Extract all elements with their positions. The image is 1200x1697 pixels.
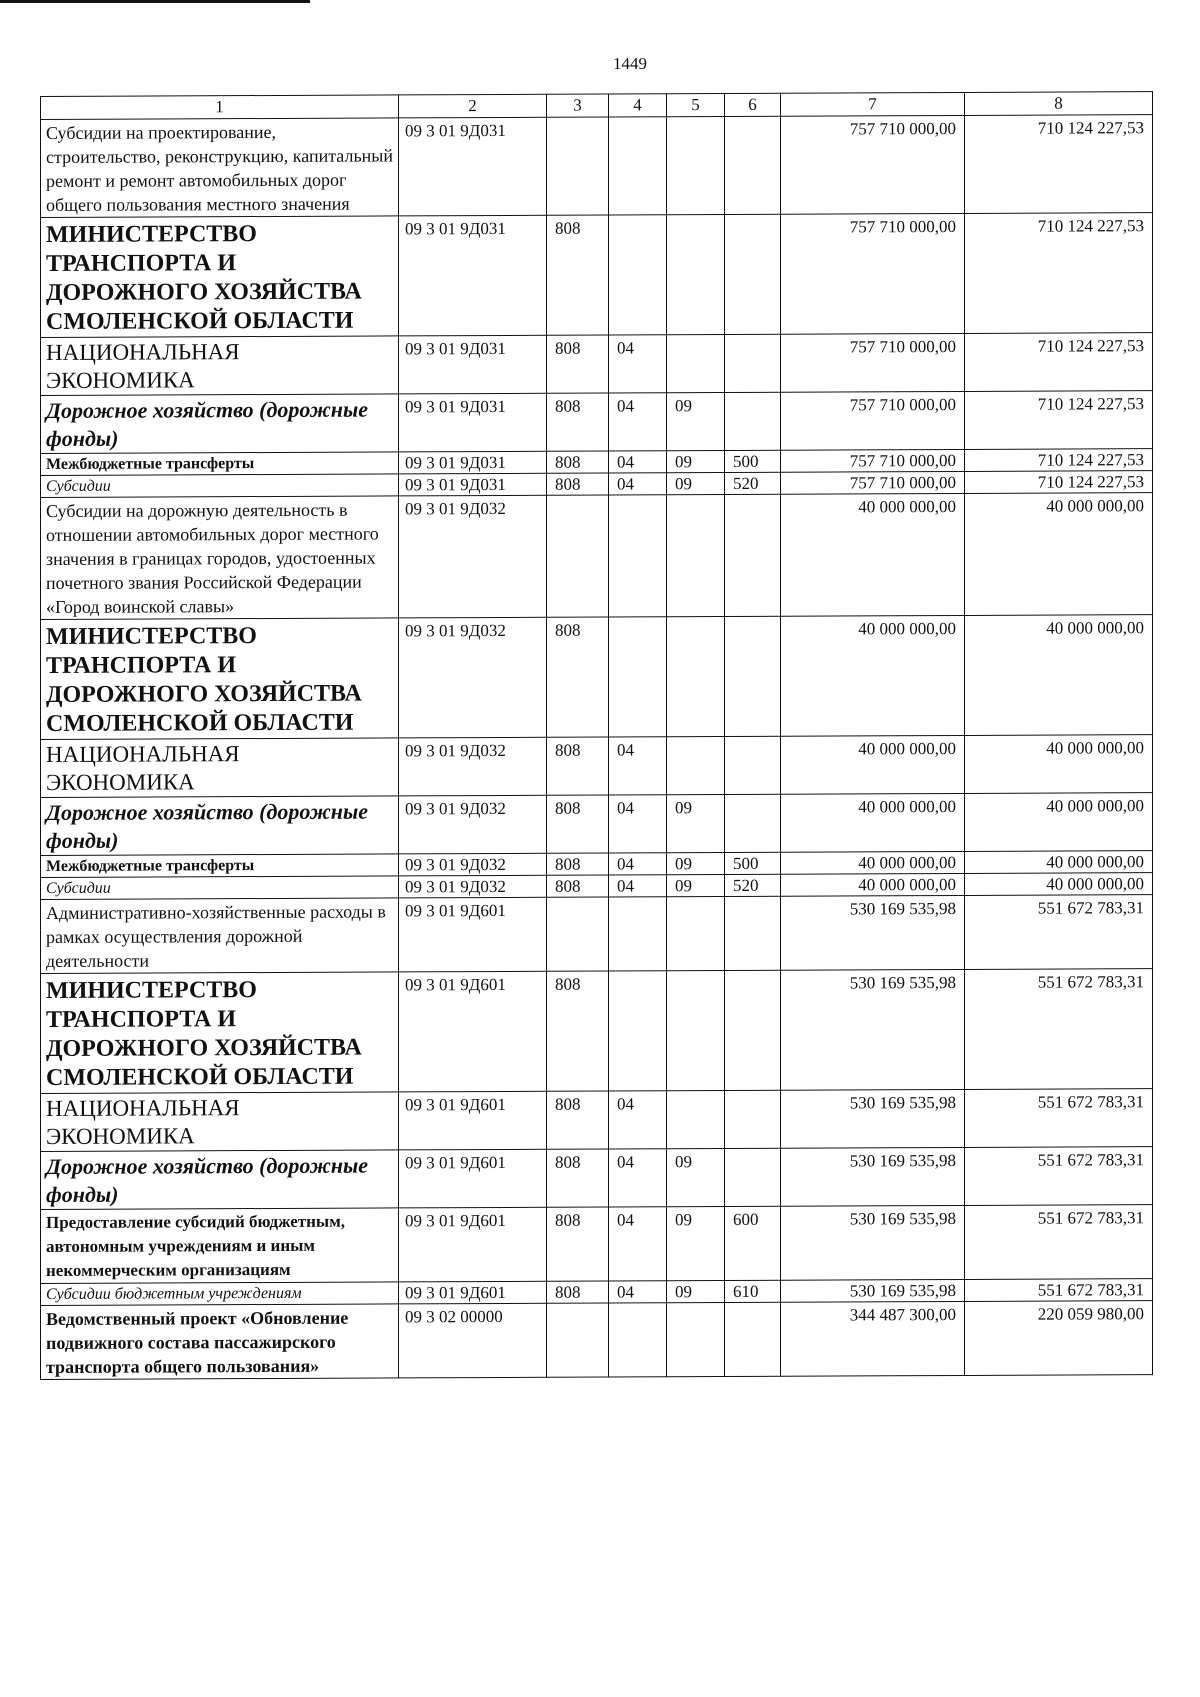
column-header-7: 7 [781, 92, 965, 116]
subsection-code: 09 [667, 1281, 725, 1303]
amount-year-1: 40 000 000,00 [781, 493, 965, 616]
amount-year-2: 710 124 227,53 [965, 449, 1153, 472]
item-name: МИНИСТЕРСТВО ТРАНСПОРТА И ДОРОЖНОГО ХОЗЯЙСТВА СМОЛЕНСКОЙ ОБЛАСТИ [41, 972, 399, 1094]
table-row [41, 615, 1153, 740]
target-article-code: 09 3 01 9Д032 [399, 853, 547, 876]
table-body [41, 115, 1153, 1380]
item-name: Субсидии на дорожную деятельность в отношении автомобильных дорог местного значения в границах городов, удостоенных почетного звания Российской Федерации «Город воинской славы» [41, 496, 399, 620]
target-article-code: 09 3 01 9Д031 [399, 215, 547, 336]
budget-table [40, 91, 1153, 1380]
item-name: Административно-хозяйственные расходы в рамках осуществления дорожной деятельности [41, 898, 399, 974]
item-name: НАЦИОНАЛЬНАЯ ЭКОНОМИКА [41, 1092, 399, 1152]
expense-type-code: 520 [725, 472, 781, 494]
item-name: Субсидии на проектирование, строительство, реконструкцию, капитальный ремонт и ремонт автомобильных дорог общего пользования местного значения [41, 118, 399, 218]
amount-year-1: 757 710 000,00 [781, 333, 965, 392]
expense-type-code [725, 1148, 781, 1206]
amount-year-2: 40 000 000,00 [965, 793, 1153, 852]
column-header-2: 2 [399, 94, 547, 118]
target-article-code: 09 3 01 9Д031 [399, 473, 547, 496]
amount-year-2: 40 000 000,00 [965, 493, 1153, 616]
amount-year-2: 551 672 783,31 [965, 1205, 1153, 1280]
table-row [41, 333, 1153, 396]
amount-year-1: 757 710 000,00 [781, 471, 965, 494]
ministry-code: 808 [547, 473, 609, 495]
expense-type-code [725, 616, 781, 736]
amount-year-2: 710 124 227,53 [965, 333, 1153, 392]
item-name: НАЦИОНАЛЬНАЯ ЭКОНОМИКА [41, 738, 399, 798]
amount-year-1: 344 487 300,00 [781, 1301, 965, 1376]
amount-year-2: 551 672 783,31 [965, 895, 1153, 970]
table-row [41, 895, 1153, 974]
column-header-3: 3 [547, 94, 609, 117]
item-name: Ведомственный проект «Обновление подвижного состава пассажирского транспорта общего пользования» [41, 1304, 399, 1380]
amount-year-1: 530 169 535,98 [781, 895, 965, 970]
section-code [609, 897, 667, 971]
table-row [41, 1205, 1153, 1284]
amount-year-1: 757 710 000,00 [781, 449, 965, 472]
item-name: МИНИСТЕРСТВО ТРАНСПОРТА И ДОРОЖНОГО ХОЗЯЙСТВА СМОЛЕНСКОЙ ОБЛАСТИ [41, 216, 399, 338]
amount-year-2: 710 124 227,53 [965, 213, 1153, 334]
table-row [41, 1301, 1153, 1380]
section-code: 04 [609, 1207, 667, 1281]
table-row [41, 969, 1153, 1094]
amount-year-2: 551 672 783,31 [965, 1089, 1153, 1148]
subsection-code: 09 [667, 393, 725, 451]
table-row [41, 213, 1153, 338]
ministry-code [547, 495, 609, 617]
item-name: Дорожное хозяйство (дорожные фонды) [41, 394, 399, 454]
target-article-code: 09 3 01 9Д601 [399, 1149, 547, 1208]
amount-year-1: 530 169 535,98 [781, 1279, 965, 1302]
amount-year-1: 530 169 535,98 [781, 969, 965, 1090]
section-code: 04 [609, 335, 667, 393]
section-code [609, 495, 667, 617]
section-code: 04 [609, 737, 667, 795]
ministry-code: 808 [547, 451, 609, 473]
subsection-code [667, 897, 725, 971]
subsection-code: 09 [667, 853, 725, 875]
table-row [41, 1147, 1153, 1210]
ministry-code: 808 [547, 795, 609, 853]
target-article-code: 09 3 01 9Д601 [399, 897, 547, 972]
subsection-code: 09 [667, 1149, 725, 1207]
top-rule [0, 0, 310, 3]
amount-year-2: 40 000 000,00 [965, 735, 1153, 794]
subsection-code [667, 1303, 725, 1377]
subsection-code [667, 971, 725, 1091]
amount-year-2: 40 000 000,00 [965, 873, 1153, 896]
table-row [41, 115, 1153, 218]
amount-year-2: 551 672 783,31 [965, 1279, 1153, 1302]
section-code: 04 [609, 473, 667, 495]
subsection-code: 09 [667, 1207, 725, 1281]
item-name: Субсидии [41, 474, 399, 498]
expense-type-code [725, 1302, 781, 1376]
column-header-6: 6 [725, 93, 781, 116]
section-code: 04 [609, 1091, 667, 1149]
section-code [609, 117, 667, 215]
expense-type-code [725, 970, 781, 1090]
subsection-code [667, 737, 725, 795]
item-name: Дорожное хозяйство (дорожные фонды) [41, 1150, 399, 1210]
target-article-code: 09 3 01 9Д601 [399, 1207, 547, 1282]
table-row [41, 391, 1153, 454]
target-article-code: 09 3 01 9Д601 [399, 1281, 547, 1304]
target-article-code: 09 3 02 00000 [399, 1303, 547, 1378]
ministry-code [547, 1303, 609, 1377]
subsection-code: 09 [667, 875, 725, 897]
item-name: Дорожное хозяйство (дорожные фонды) [41, 796, 399, 856]
amount-year-1: 530 169 535,98 [781, 1205, 965, 1280]
ministry-code: 808 [547, 1207, 609, 1281]
ministry-code: 808 [547, 875, 609, 897]
subsection-code [667, 495, 725, 617]
amount-year-1: 757 710 000,00 [781, 391, 965, 450]
expense-type-code [725, 334, 781, 392]
amount-year-1: 530 169 535,98 [781, 1089, 965, 1148]
expense-type-code: 600 [725, 1206, 781, 1280]
ministry-code: 808 [547, 1149, 609, 1207]
subsection-code [667, 1091, 725, 1149]
column-header-4: 4 [609, 94, 667, 117]
section-code: 04 [609, 795, 667, 853]
amount-year-1: 40 000 000,00 [781, 873, 965, 896]
column-header-8: 8 [965, 92, 1153, 116]
subsection-code: 09 [667, 795, 725, 853]
target-article-code: 09 3 01 9Д032 [399, 795, 547, 854]
expense-type-code: 610 [725, 1280, 781, 1302]
item-name: Межбюджетные трансферты [41, 452, 399, 476]
section-code: 04 [609, 875, 667, 897]
ministry-code: 808 [547, 393, 609, 451]
amount-year-2: 220 059 980,00 [965, 1301, 1153, 1376]
ministry-code: 808 [547, 737, 609, 795]
amount-year-1: 757 710 000,00 [781, 213, 965, 334]
item-name: МИНИСТЕРСТВО ТРАНСПОРТА И ДОРОЖНОГО ХОЗЯЙСТВА СМОЛЕНСКОЙ ОБЛАСТИ [41, 618, 399, 740]
section-code [609, 1303, 667, 1377]
expense-type-code [725, 794, 781, 852]
expense-type-code: 500 [725, 450, 781, 472]
subsection-code: 09 [667, 473, 725, 495]
table-row [41, 735, 1153, 798]
section-code: 04 [609, 451, 667, 473]
target-article-code: 09 3 01 9Д031 [399, 117, 547, 216]
section-code: 04 [609, 1149, 667, 1207]
item-name: Субсидии бюджетным учреждениям [41, 1282, 399, 1306]
ministry-code: 808 [547, 1281, 609, 1303]
table-row [41, 493, 1153, 620]
table-row [41, 1089, 1153, 1152]
amount-year-2: 710 124 227,53 [965, 391, 1153, 450]
target-article-code: 09 3 01 9Д601 [399, 971, 547, 1092]
amount-year-1: 40 000 000,00 [781, 615, 965, 736]
expense-type-code [725, 1090, 781, 1148]
subsection-code: 09 [667, 451, 725, 473]
section-code: 04 [609, 853, 667, 875]
ministry-code: 808 [547, 617, 609, 737]
amount-year-2: 551 672 783,31 [965, 1147, 1153, 1206]
amount-year-2: 551 672 783,31 [965, 969, 1153, 1090]
amount-year-2: 710 124 227,53 [965, 471, 1153, 494]
expense-type-code [725, 392, 781, 450]
expense-type-code: 520 [725, 874, 781, 896]
ministry-code: 808 [547, 971, 609, 1091]
subsection-code [667, 215, 725, 335]
target-article-code: 09 3 01 9Д031 [399, 335, 547, 394]
target-article-code: 09 3 01 9Д031 [399, 451, 547, 474]
page-number: 1449 [613, 54, 647, 73]
item-name: Субсидии [41, 876, 399, 900]
subsection-code [667, 117, 725, 215]
target-article-code: 09 3 01 9Д032 [399, 875, 547, 898]
target-article-code: 09 3 01 9Д032 [399, 617, 547, 738]
expense-type-code [725, 896, 781, 970]
expense-type-code [725, 116, 781, 214]
target-article-code: 09 3 01 9Д032 [399, 495, 547, 618]
subsection-code [667, 617, 725, 737]
ministry-code: 808 [547, 335, 609, 393]
expense-type-code [725, 494, 781, 616]
column-header-1: 1 [41, 95, 399, 120]
amount-year-2: 710 124 227,53 [965, 115, 1153, 214]
subsection-code [667, 335, 725, 393]
ministry-code: 808 [547, 853, 609, 875]
section-code [609, 617, 667, 737]
amount-year-2: 40 000 000,00 [965, 851, 1153, 874]
section-code [609, 971, 667, 1091]
section-code [609, 215, 667, 335]
expense-type-code [725, 214, 781, 334]
item-name: Предоставление субсидий бюджетным, автономным учреждениям и иным некоммерческим организациям [41, 1208, 399, 1284]
table-row [41, 793, 1153, 856]
amount-year-2: 40 000 000,00 [965, 615, 1153, 736]
amount-year-1: 757 710 000,00 [781, 115, 965, 214]
section-code: 04 [609, 1281, 667, 1303]
amount-year-1: 40 000 000,00 [781, 735, 965, 794]
item-name: Межбюджетные трансферты [41, 854, 399, 878]
amount-year-1: 40 000 000,00 [781, 851, 965, 874]
section-code: 04 [609, 393, 667, 451]
column-header-5: 5 [667, 94, 725, 117]
budget-table-sheet [40, 91, 1152, 1380]
target-article-code: 09 3 01 9Д031 [399, 393, 547, 452]
ministry-code: 808 [547, 215, 609, 335]
amount-year-1: 530 169 535,98 [781, 1147, 965, 1206]
expense-type-code [725, 736, 781, 794]
ministry-code: 808 [547, 1091, 609, 1149]
target-article-code: 09 3 01 9Д601 [399, 1091, 547, 1150]
target-article-code: 09 3 01 9Д032 [399, 737, 547, 796]
ministry-code [547, 897, 609, 971]
amount-year-1: 40 000 000,00 [781, 793, 965, 852]
ministry-code [547, 117, 609, 215]
item-name: НАЦИОНАЛЬНАЯ ЭКОНОМИКА [41, 336, 399, 396]
expense-type-code: 500 [725, 852, 781, 874]
